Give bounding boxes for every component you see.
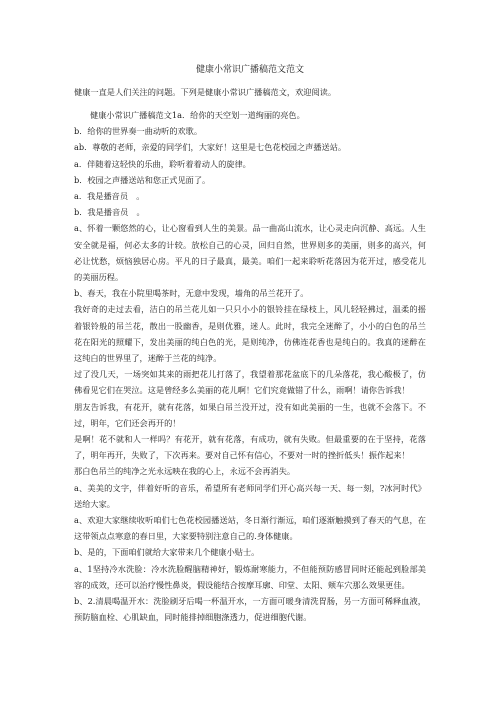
- document-title: 健康小常识广播稿范文范文: [195, 65, 304, 75]
- paragraph: a、欢迎大家继续收听咱们七色花校园播送站，冬日渐行渐远，咱们逐渐触摸到了春天的气息，在这带领点点寒意的春日里，大家要特别注意自己的.身体健康。: [74, 515, 426, 542]
- paragraph: a、1坚持冷水洗脸：冷水洗脸醒脑精神好，锻炼耐寒能力，不但能预防感冒同时还能起到脸部美容的成效，还可以治疗慢性鼻炎，假设能结合按摩耳廓、印堂、太阳、颊车穴那么效果更佳。: [74, 563, 426, 590]
- paragraph: b、春天，我在小院里喝茶时，无意中发现，墙角的吊兰花开了。: [74, 288, 309, 299]
- paragraph: a．伴随着这轻快的乐曲，聆听着着动人的旋律。: [74, 158, 251, 169]
- paragraph: 健康小常识广播稿范文1a．给你的天空划一道绚丽的亮色。: [90, 110, 305, 120]
- paragraph: ab．尊敬的老师，亲爱的同学们，大家好！这里是七色花校园之声播送站。: [74, 142, 347, 153]
- paragraph: a、美美的文字，伴着好听的音乐，希望所有老师同学们开心高兴每一天、每一刻，?冰河时代》送给大家。: [74, 482, 426, 509]
- paragraph: 是啊！花不就和人一样吗？有花开，就有花落，有成功，就有失败。但最重要的在于坚持，花落了，明年再开，失败了，下次再来。要对自己怀有信心，不要对一时的挫折低头！振作起来！: [74, 434, 426, 461]
- paragraph: 过了没几天，一场突如其来的雨把花儿打落了，我望着那花盆底下的几朵落花，我心酸极了，仿佛看见它们在哭泣。这是曾经多么美丽的花儿啊！它们究竟做错了什么，雨啊！请你告诉我！: [74, 369, 426, 396]
- paragraph: 我好奇的走过去看，洁白的吊兰花儿如一只只小小的银铃挂在绿枝上，风儿轻轻拂过，温柔的摇着银铃般的吊兰花，散出一股幽香，是则优雅，迷人。此时，我完全迷醉了，小小的白色的吊兰花在阳光的照耀下，发出美丽的纯白色的光，是则纯净，仿佛连花香也是纯白的。我真的迷醉在这纯白的世界里了，迷醉于兰花的纯净。: [74, 304, 426, 364]
- paragraph: b．校园之声播送站和您正式见面了。: [74, 174, 211, 185]
- paragraph: b．我是播音员 。: [74, 207, 145, 218]
- document-body: [74, 107, 426, 626]
- paragraph: 那白色吊兰的纯净之光永远映在我的心上，永远不会再消失。: [74, 466, 296, 477]
- paragraph: b．给你的世界奏一曲动听的欢歌。: [74, 126, 203, 137]
- paragraph: b、是的，下面咱们就给大家带来几个健康小贴士。: [74, 547, 260, 558]
- paragraph: 朋友告诉我，有花开，就有花落，如果白吊兰没开过，没有如此美丽的一生，也就不会落下。不过，明年，它们还会再开的！: [74, 401, 426, 428]
- paragraph: b、2.清晨喝温开水：洗脸刷牙后喝一杯温开水，一方面可暖身清洗胃肠，另一方面可稀释血液，预防脑血栓、心肌缺血，同时能排掉细胞涤透力，促进细胞代谢。: [74, 596, 426, 623]
- paragraph: a、怀着一颗悠然的心，让心窗看到人生的美景。品一曲高山流水，让心灵走向沉静、高远。人生安全就是福，何必太多的计较。放松自己的心灵，回归自然，世界则多的美丽，则多的高兴，何必让忧愁，烦恼独居心房。平凡的日子最真，最美。咱们一起来聆听花落因为花开过，感受花儿的美丽历程。: [74, 223, 426, 283]
- paragraph: a．我是播音员 。: [74, 191, 145, 202]
- document-intro: 健康一直是人们关注的问题。下列是健康小常识广播稿范文，欢迎阅读。: [74, 87, 337, 97]
